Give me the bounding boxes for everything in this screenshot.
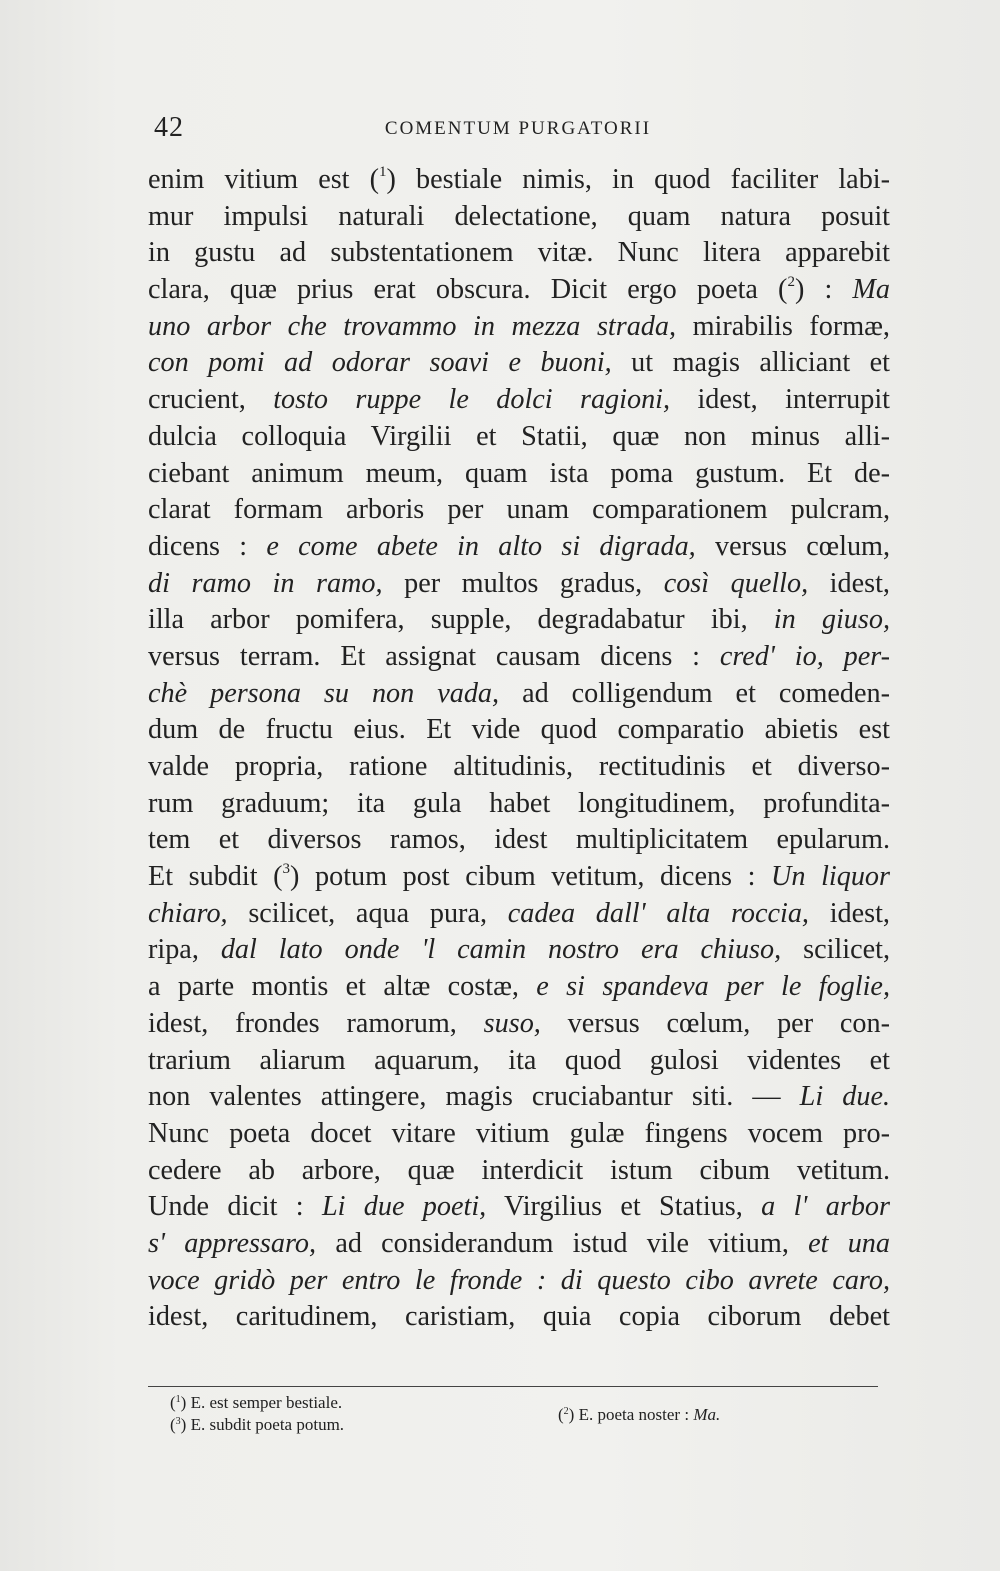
text-run: valde propria, ratione altitudinis, rectitudinis et diverso- (148, 751, 890, 782)
footnote-2: ($^2$) E. poeta noster : Ma. (558, 1405, 721, 1424)
text-line (148, 456, 890, 493)
text-line (148, 1263, 890, 1300)
text-line (148, 1299, 890, 1336)
text-line (148, 1079, 890, 1116)
text-run: clara, quæ prius erat obscura. Dicit ergo poeta ( (148, 274, 788, 306)
text-run: mirabilis formæ, (676, 310, 890, 342)
text-line (148, 1189, 890, 1226)
text-run: a parte montis et altæ costæ, (148, 971, 537, 1003)
footnote-1: ($^1$) E. est semper bestiale. (170, 1393, 343, 1412)
text-run: dicens : (148, 530, 267, 562)
text-line (148, 492, 890, 529)
text-line (148, 162, 890, 199)
text-line (148, 639, 890, 676)
italic-quote: et una (808, 1227, 890, 1259)
italic-quote: chè persona su non vada, (148, 677, 500, 709)
text-line (148, 235, 890, 272)
italic-quote: in giuso, (773, 604, 890, 636)
text-run: Unde dicit : (148, 1191, 322, 1223)
text-line (148, 749, 890, 786)
text-line (148, 1116, 890, 1153)
footnote-text-italic: Ma. (693, 1405, 721, 1424)
text-run: dum de fructu eius. Et vide quod comparatio abietis est (148, 714, 890, 746)
text-run: idest, caritudinem, caristiam, quia copia ciborum debet (148, 1301, 890, 1333)
text-run: versus cœlum, (695, 530, 891, 562)
text-run: rum graduum; ita gula habet longitudinem, profundita- (148, 787, 890, 819)
footnote-ref: 2 (787, 274, 795, 291)
text-line (148, 529, 890, 566)
text-line (148, 1043, 890, 1080)
text-line (148, 566, 890, 603)
italic-quote: con pomi ad odorar soavi e buoni, (148, 347, 612, 379)
text-run: idest, (808, 897, 890, 929)
footnote-mark: 1 (175, 1394, 181, 1405)
footnote-text: E. est semper bestiale. (186, 1393, 343, 1412)
italic-quote: di ramo in ramo, (148, 567, 383, 599)
italic-quote: e come abete in alto si digrada, (266, 530, 696, 562)
text-run: idest, interrupit (670, 384, 890, 416)
text-run: ) bestiale nimis, in quod faciliter labi- (386, 164, 891, 195)
text-run: ut magis alliciant et (611, 347, 890, 379)
text-line (148, 382, 890, 419)
italic-quote: così quello, (663, 567, 809, 599)
text-run: dulcia colloquia Virgilii et Statii, quæ non minus alli- (148, 420, 890, 452)
footnote-text: E. poeta noster : (574, 1405, 694, 1424)
text-line (148, 786, 890, 823)
text-run: Virgilius et Statius, (486, 1191, 762, 1223)
body-text (148, 162, 890, 1336)
text-run: illa arbor pomifera, supple, degradabatur ibi, (148, 604, 774, 636)
text-line (148, 309, 890, 346)
text-line (148, 199, 890, 236)
italic-quote: e si spandeva per le foglie, (536, 971, 890, 1003)
text-run: scilicet, (781, 934, 890, 966)
text-run: scilicet, aqua pura, (227, 897, 508, 929)
italic-quote: Li due poeti, (321, 1191, 487, 1223)
text-run: tem et diversos ramos, idest multiplicitatem epularum. (148, 824, 890, 856)
text-line (148, 712, 890, 749)
footnote-ref: 1 (379, 164, 387, 180)
text-run: Nunc poeta docet vitare vitium gulæ fingens vocem pro- (148, 1117, 890, 1149)
text-run: cedere ab arbore, quæ interdicit istum cibum vetitum. (148, 1154, 890, 1186)
footnote-ref: 3 (282, 861, 291, 878)
italic-quote: cred' io, per- (719, 640, 890, 672)
text-run: clarat formam arboris per unam comparationem pulcram, (148, 494, 890, 526)
text-line (148, 1153, 890, 1190)
footnote-mark: 3 (175, 1416, 181, 1427)
running-head: COMENTUM PURGATORII (384, 118, 652, 139)
italic-quote: tosto ruppe le dolci ragioni, (273, 384, 671, 416)
italic-quote: voce gridò per entro le fronde : di questo cibo avrete caro, (148, 1264, 890, 1296)
footnote-mark: 2 (563, 1406, 569, 1417)
text-line (148, 1226, 890, 1263)
text-run: idest, frondes ramorum, (148, 1007, 484, 1039)
text-line (148, 1006, 890, 1043)
text-line (148, 822, 890, 859)
text-run: ripa, (148, 934, 221, 966)
text-run: per multos gradus, (382, 567, 664, 599)
text-run: ad considerandum istud vile vitium, (316, 1227, 809, 1259)
italic-quote: s' appressaro, (148, 1227, 317, 1259)
text-run: non valentes attingere, magis cruciabantur siti. — (148, 1081, 800, 1113)
italic-quote: Ma (852, 274, 890, 306)
text-run: idest, (808, 567, 890, 599)
text-line (148, 932, 890, 969)
text-run: in gustu ad substentationem vitæ. Nunc litera apparebit (148, 237, 890, 269)
italic-quote: a l' arbor (761, 1191, 890, 1223)
text-run: ciebant animum meum, quam ista poma gustum. Et de- (148, 457, 890, 489)
italic-quote: suso, (483, 1007, 541, 1039)
text-line (148, 676, 890, 713)
text-line (148, 859, 890, 896)
italic-quote: uno arbor che trovammo in mezza strada, (148, 310, 677, 342)
footnotes (170, 1392, 870, 1452)
text-run: ) potum post cibum vetitum, dicens : (290, 861, 772, 893)
italic-quote: chiaro, (148, 897, 228, 929)
text-run: versus cœlum, per con- (540, 1007, 890, 1039)
page-header (148, 112, 888, 148)
text-run: trarium aliarum aquarum, ita quod gulosi videntes et (148, 1044, 890, 1076)
footnote-text: E. subdit poeta potum. (186, 1415, 345, 1434)
italic-quote: dal lato onde 'l camin nostro era chiuso, (220, 934, 782, 966)
text-run: versus terram. Et assignat causam dicens : (148, 640, 720, 672)
text-run: enim vitium est ( (148, 164, 380, 195)
text-line (148, 602, 890, 639)
text-run: ad colligendum et comeden- (499, 677, 891, 709)
italic-quote: cadea dall' alta roccia, (507, 897, 809, 929)
text-run: mur impulsi naturali delectatione, quam natura posuit (148, 200, 890, 232)
text-line (148, 345, 890, 382)
text-line (148, 419, 890, 456)
footnote-3: ($^3$) E. subdit poeta potum. (170, 1415, 345, 1434)
text-line (148, 896, 890, 933)
text-run: crucient, (148, 384, 274, 416)
italic-quote: Li due. (799, 1081, 890, 1113)
page-number: 42 (154, 112, 184, 143)
text-line (148, 969, 890, 1006)
text-run: ) : (794, 274, 853, 306)
italic-quote: Un liquor (771, 861, 890, 893)
footnote-rule (148, 1386, 878, 1387)
text-run: Et subdit ( (148, 861, 283, 893)
text-line (148, 272, 890, 309)
